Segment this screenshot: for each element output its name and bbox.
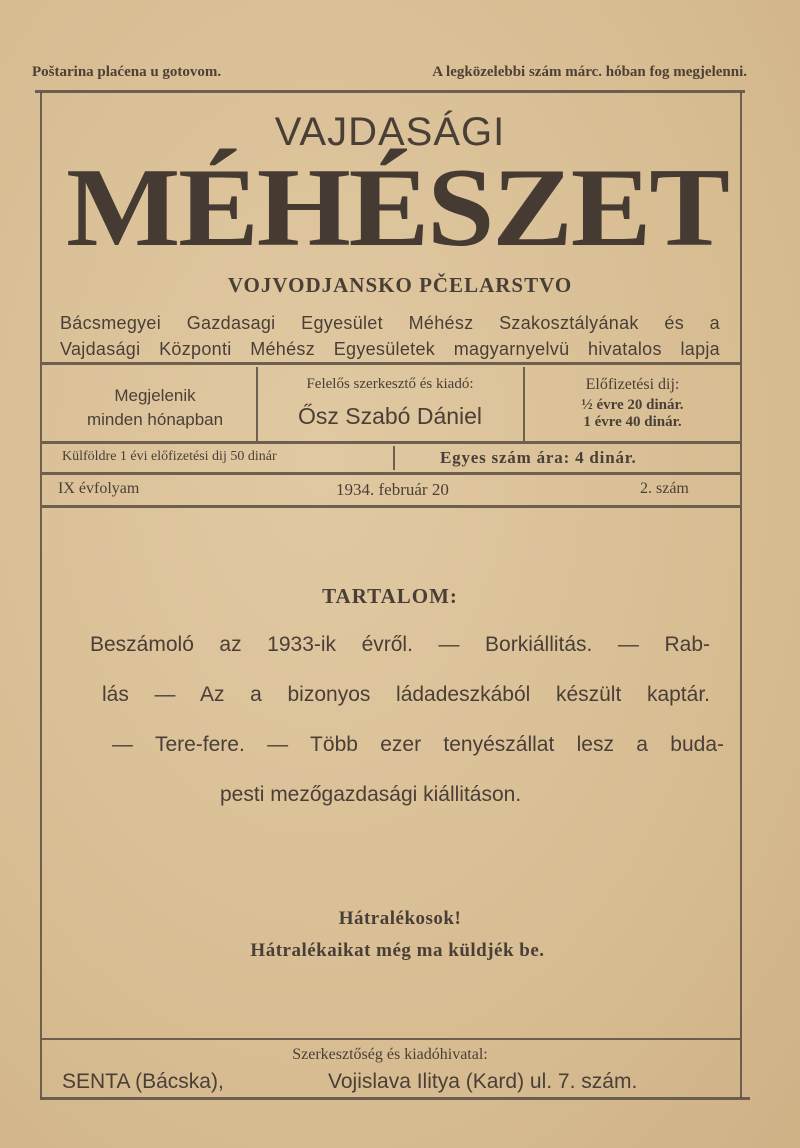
rule-2: [42, 441, 740, 444]
foreign-price: Külföldre 1 évi előfizetési dij 50 dinár: [62, 449, 277, 464]
frame-bottom-rule: [40, 1097, 750, 1100]
subscription-half-year: ½ évre 20 dinár.: [581, 397, 684, 413]
rule-1: [42, 362, 740, 365]
footer-label: Szerkesztőség és kiadóhivatal:: [292, 1046, 488, 1063]
contents-line: Beszámoló az 1933-ik évről. — Borkiállitás. — Rab-: [90, 633, 710, 656]
issue-date: 1934. február 20: [336, 480, 449, 499]
notice-text: Hátralékaikat még ma küldjék be.: [250, 940, 545, 961]
col-divider-2: [523, 367, 525, 441]
contents-line: pesti mezőgazdasági kiállitáson.: [220, 783, 522, 806]
col-divider-3: [393, 446, 395, 470]
volume: IX évfolyam: [58, 480, 140, 497]
contents-list: [90, 620, 724, 820]
issue-number: 2. szám: [640, 480, 689, 497]
masthead-title: MÉHÉSZET: [66, 146, 728, 270]
masthead-subtitle: VOJVODJANSKO PČELARSTVO: [227, 273, 573, 297]
subscription-label: Előfizetési dij:: [585, 376, 680, 393]
single-price: Egyes szám ára: 4 dinár.: [440, 448, 637, 467]
editor-name: Ősz Szabó Dániel: [297, 403, 483, 429]
contents-heading: TARTALOM:: [322, 584, 458, 608]
masthead-kicker: VAJDASÁGI: [274, 110, 506, 154]
org-line-2: Vajdasági Központi Méhész Egyesületek magyarnyelvü hivatalos lapja: [60, 339, 720, 359]
subscription: [530, 376, 735, 431]
contents-line: — Tere-fere. — Több ezer tenyészállat lesz a buda-: [112, 733, 724, 756]
frequency: [60, 384, 250, 432]
rule-3: [42, 472, 740, 475]
contents-line: lás — Az a bizonyos ládadeszkából készült kaptár.: [102, 683, 710, 706]
frequency-line-2: minden hónapban: [86, 410, 224, 429]
frequency-line-1: Megjelenik: [114, 386, 196, 405]
frame-top-rule: [35, 90, 745, 93]
postage-note: Poštarina plaćena u gotovom.: [32, 64, 222, 80]
editor: [262, 376, 518, 430]
next-issue-note: A legközelebbi szám márc. hóban fog megjelenni.: [432, 64, 747, 80]
editor-label: Felelős szerkesztő és kiadó:: [306, 376, 474, 392]
footer-city: SENTA (Bácska),: [62, 1070, 224, 1093]
notice-heading: Hátralékosok!: [338, 908, 462, 929]
top-line: [32, 64, 747, 81]
footer-street: Vojislava Ilitya (Kard) ul. 7. szám.: [328, 1070, 638, 1093]
rule-5: [42, 1038, 740, 1040]
col-divider-1: [256, 367, 258, 441]
org-line-1: Bácsmegyei Gazdasagi Egyesület Méhész Szakosztályának és a: [60, 313, 720, 333]
subscription-full-year: 1 évre 40 dinár.: [583, 414, 682, 430]
rule-4: [42, 505, 740, 508]
